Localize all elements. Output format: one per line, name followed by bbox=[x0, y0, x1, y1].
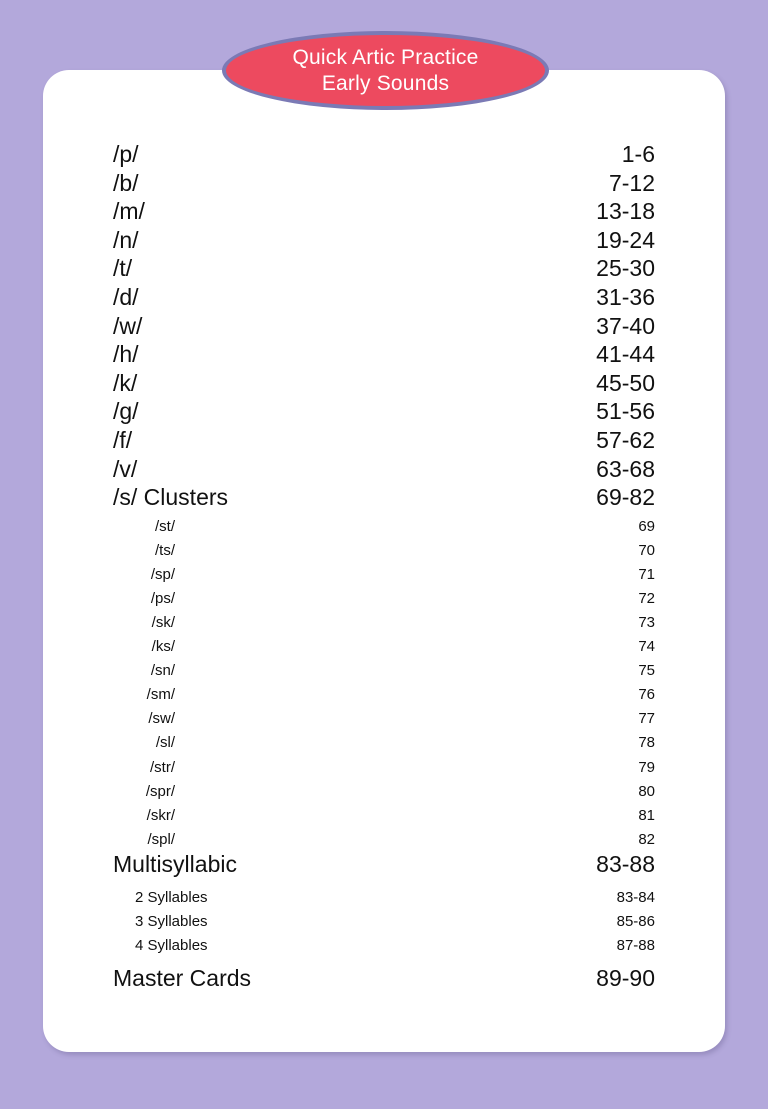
toc-entry-cluster[interactable] bbox=[137, 734, 655, 758]
toc-entry-major[interactable] bbox=[113, 484, 655, 512]
toc-entry-cluster-label: /sk/ bbox=[151, 614, 175, 632]
toc-entry-cluster-label: /str/ bbox=[150, 758, 175, 776]
toc-entry-syllable[interactable] bbox=[135, 889, 655, 913]
toc-entry-cluster-label: /sn/ bbox=[150, 662, 175, 680]
toc-entry-cluster-label: /st/ bbox=[154, 518, 175, 535]
toc-entry-cluster[interactable] bbox=[137, 566, 655, 590]
title-line-2: Early Sounds bbox=[321, 71, 450, 95]
toc-entry-major[interactable] bbox=[113, 398, 655, 426]
toc-entry-master-cards-label: Master Cards bbox=[113, 965, 252, 991]
toc-entry-cluster-pages: 75 bbox=[638, 662, 655, 680]
toc-entry-major[interactable] bbox=[113, 141, 655, 169]
toc-entry-major[interactable] bbox=[113, 427, 655, 455]
toc-entry-cluster-label: /spr/ bbox=[145, 782, 175, 800]
toc-entry-major-label: /d/ bbox=[113, 284, 139, 310]
toc-entry-major-label: /w/ bbox=[113, 312, 143, 339]
toc-entry-major-pages: 69-82 bbox=[596, 484, 655, 511]
toc-entry-cluster-pages: 74 bbox=[638, 638, 655, 656]
toc-entry-cluster-label: /ps/ bbox=[150, 590, 175, 608]
toc-entry-cluster-pages: 72 bbox=[638, 590, 655, 608]
toc-entry-major-pages: 31-36 bbox=[596, 284, 655, 310]
toc-entry-cluster[interactable] bbox=[137, 710, 655, 734]
toc-entry-cluster[interactable] bbox=[137, 614, 655, 638]
toc-entry-cluster-pages: 70 bbox=[638, 542, 655, 560]
toc-entry-major-pages: 7-12 bbox=[608, 169, 655, 196]
toc-entry-major[interactable] bbox=[113, 284, 655, 312]
toc-entry-syllable-label: 4 Syllables bbox=[135, 937, 208, 955]
toc-entry-major-label: /m/ bbox=[113, 198, 145, 225]
toc-entry-master-cards[interactable] bbox=[113, 965, 655, 993]
toc-entry-cluster[interactable] bbox=[137, 686, 655, 710]
toc-entry-major-pages: 13-18 bbox=[596, 198, 655, 225]
toc-entry-major-label: /h/ bbox=[113, 341, 139, 368]
toc-entry-major-label: /b/ bbox=[113, 169, 139, 196]
toc-entry-major[interactable] bbox=[113, 255, 655, 283]
toc-entry-major-pages: 41-44 bbox=[596, 341, 655, 368]
toc-entry-cluster[interactable] bbox=[137, 807, 655, 831]
toc-entry-cluster-label: /sp/ bbox=[150, 566, 175, 584]
toc-entry-cluster-pages: 73 bbox=[638, 614, 655, 632]
toc-entry-cluster-label: /spl/ bbox=[147, 830, 175, 848]
toc-entry-major-label: /t/ bbox=[113, 255, 133, 282]
toc-entry-major[interactable] bbox=[113, 370, 655, 398]
toc-entry-major-pages: 45-50 bbox=[596, 369, 655, 396]
toc-entry-major-pages: 63-68 bbox=[596, 455, 655, 482]
toc-entry-syllable-label: 2 Syllables bbox=[135, 889, 208, 906]
toc-entry-cluster[interactable] bbox=[137, 759, 655, 783]
toc-entry-cluster-label: /sm/ bbox=[146, 686, 175, 704]
toc-entry-major[interactable] bbox=[113, 170, 655, 198]
toc-entry-major[interactable] bbox=[113, 456, 655, 484]
toc-entry-cluster-pages: 79 bbox=[638, 758, 655, 776]
toc-entry-major-label: /v/ bbox=[113, 455, 138, 482]
toc-entry-cluster-label: /ks/ bbox=[151, 638, 175, 656]
toc-entry-major-label: /k/ bbox=[113, 369, 138, 396]
toc-entry-major-pages: 1-6 bbox=[621, 141, 655, 167]
toc-entry-syllable-pages: 85-86 bbox=[616, 913, 655, 931]
toc-entry-major[interactable] bbox=[113, 313, 655, 341]
toc-entry-cluster[interactable] bbox=[137, 590, 655, 614]
toc-entry-cluster[interactable] bbox=[137, 542, 655, 566]
title-line-1: Quick Artic Practice bbox=[292, 45, 479, 69]
toc-entry-cluster[interactable] bbox=[137, 638, 655, 662]
toc-entry-master-cards-pages: 89-90 bbox=[596, 965, 655, 991]
toc-entry-syllable-pages: 87-88 bbox=[616, 937, 655, 955]
toc-entry-multisyllabic-pages: 83-88 bbox=[596, 851, 655, 877]
toc-entry-cluster-label: /sl/ bbox=[155, 734, 175, 752]
toc-entry-cluster-label: /ts/ bbox=[154, 542, 175, 560]
toc-entry-cluster-label: /sw/ bbox=[148, 710, 175, 728]
toc-entry-major-label: /p/ bbox=[113, 141, 139, 167]
toc-entry-cluster[interactable] bbox=[137, 662, 655, 686]
toc-entry-major-pages: 51-56 bbox=[596, 398, 655, 425]
toc-entry-multisyllabic-label: Multisyllabic bbox=[113, 851, 237, 877]
toc-entry-syllable[interactable] bbox=[135, 937, 655, 961]
toc-entry-major-pages: 37-40 bbox=[596, 312, 655, 339]
toc-entry-cluster-pages: 82 bbox=[638, 830, 655, 848]
toc-entry-major[interactable] bbox=[113, 341, 655, 369]
toc-entry-syllable[interactable] bbox=[135, 913, 655, 937]
toc-entry-cluster-pages: 71 bbox=[638, 566, 655, 584]
toc-entry-major[interactable] bbox=[113, 198, 655, 226]
toc-entry-cluster[interactable] bbox=[137, 518, 655, 542]
toc-entry-major-label: /f/ bbox=[113, 427, 133, 453]
toc-entry-major-pages: 57-62 bbox=[596, 427, 655, 453]
toc-entry-syllable-label: 3 Syllables bbox=[135, 913, 208, 931]
toc-entry-cluster-pages: 77 bbox=[638, 710, 655, 728]
toc-entry-cluster-pages: 80 bbox=[638, 782, 655, 800]
toc-entry-syllable-pages: 83-84 bbox=[616, 889, 655, 906]
toc-entry-major-pages: 19-24 bbox=[596, 226, 655, 253]
toc-entry-multisyllabic[interactable] bbox=[113, 851, 655, 879]
toc-entry-cluster[interactable] bbox=[137, 783, 655, 807]
toc-entry-major-label: /n/ bbox=[113, 226, 139, 253]
toc-entry-cluster-pages: 78 bbox=[638, 734, 655, 752]
toc-entry-cluster-pages: 81 bbox=[638, 806, 655, 824]
toc-entry-cluster-label: /skr/ bbox=[146, 806, 175, 824]
toc-entry-major[interactable] bbox=[113, 227, 655, 255]
toc-entry-major-label: /s/ Clusters bbox=[113, 484, 229, 511]
toc-entry-cluster-pages: 69 bbox=[638, 518, 655, 535]
toc-entry-cluster-pages: 76 bbox=[638, 686, 655, 704]
toc-entry-major-pages: 25-30 bbox=[596, 255, 655, 282]
title-badge bbox=[222, 31, 549, 110]
toc-entry-major-label: /g/ bbox=[113, 398, 139, 425]
